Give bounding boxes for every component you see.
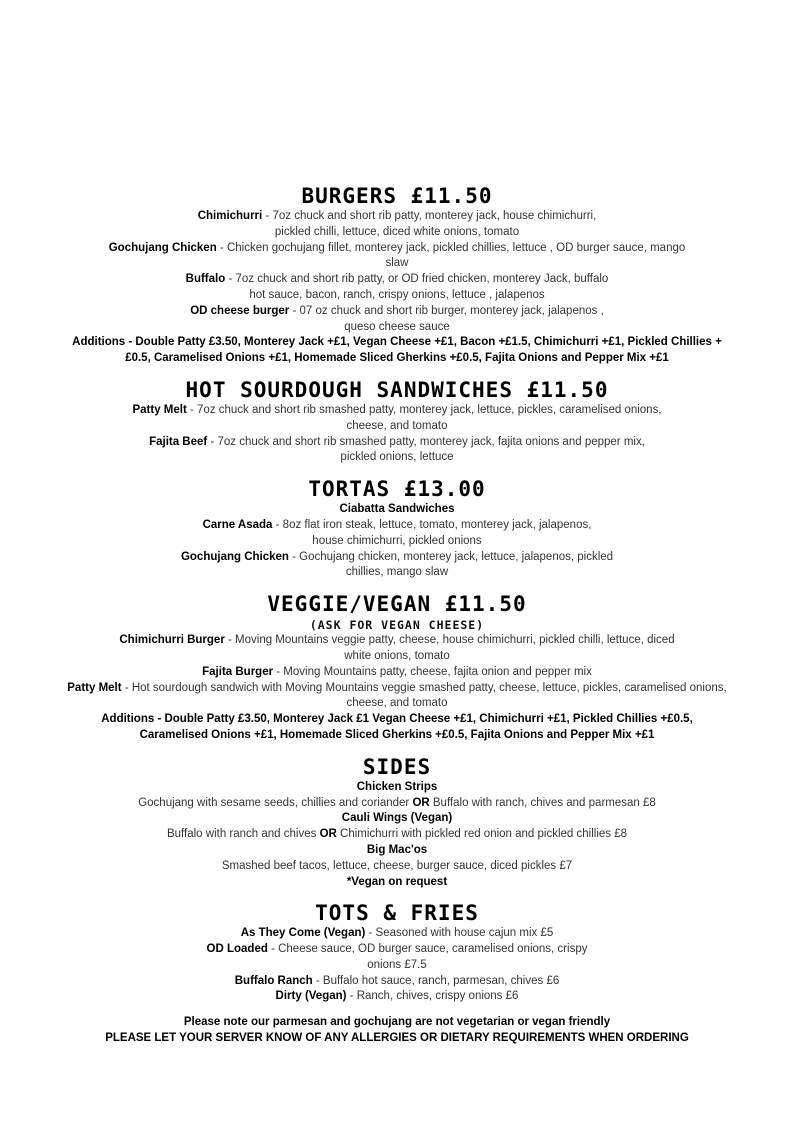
menu-item-line <box>0 989 794 1005</box>
item-desc-cont: hot sauce, bacon, ranch, crispy onions, lettuce , jalapenos <box>249 288 545 301</box>
item-desc: - 7oz chuck and short rib smashed patty, monterey jack, lettuce, pickles, caramelised onions, <box>186 403 662 416</box>
item-desc-cont: queso cheese sauce <box>344 320 450 333</box>
menu-item-line <box>0 926 794 942</box>
burgers-section <box>0 183 794 367</box>
item-desc: - 7oz chuck and short rib patty, or OD fried chicken, monterey Jack, buffalo <box>225 273 609 286</box>
desc-part: Gochujang with sesame seeds, chillies and coriander <box>138 796 413 809</box>
item-name: OD Loaded <box>206 943 268 956</box>
desc-part: Buffalo with ranch, chives and parmesan £8 <box>429 796 656 809</box>
tortas-heading: TORTAS £13.00 <box>308 477 486 502</box>
desc-part: Buffalo with ranch and chives <box>166 828 320 841</box>
item-name: Fajita Burger <box>202 665 274 678</box>
dietary-note: Please note our parmesan and gochujang are not vegetarian or vegan friendly <box>183 1016 611 1029</box>
tots-fries-heading: TOTS & FRIES <box>315 901 479 926</box>
item-name: Buffalo <box>185 273 226 286</box>
menu-item-line <box>0 209 794 225</box>
item-name: Patty Melt <box>132 403 187 416</box>
menu-item-line <box>0 633 794 649</box>
item-desc-cont: pickled onions, lettuce <box>340 451 454 464</box>
item-name: Fajita Beef <box>149 435 208 448</box>
menu-item-line <box>0 681 794 697</box>
item-name: Gochujang Chicken <box>108 241 217 254</box>
menu-item-line <box>0 518 794 534</box>
menu-item-line <box>0 304 794 320</box>
veggie-vegan-section <box>0 591 794 744</box>
item-desc: - Moving Mountains veggie patty, cheese, house chimichurri, pickled chilli, lettuce, diced <box>224 634 675 647</box>
veg-additions: Additions - Double Patty £3.50, Monterey Jack £1 Vegan Cheese +£1, Chimichurri +£1, Pickled Chillies +£0.5, <box>101 713 693 726</box>
tortas-section <box>0 476 794 581</box>
item-name: Gochujang Chicken <box>180 550 289 563</box>
item-desc-cont: slaw <box>385 257 409 270</box>
item-name: Chimichurri <box>197 210 263 222</box>
veggie-vegan-heading: VEGGIE/VEGAN £11.50 <box>267 592 527 617</box>
item-desc-cont: white onions, tomato <box>344 649 450 662</box>
item-desc-cont: chillies, mango slaw <box>345 566 449 579</box>
tots-fries-section <box>0 900 794 1005</box>
item-desc-cont: onions £7.5 <box>367 958 427 971</box>
item-desc: - Ranch, chives, crispy onions £6 <box>346 990 519 1003</box>
item-name: As They Come (Vegan) <box>240 927 366 940</box>
item-name: Carne Asada <box>202 518 273 531</box>
menu <box>0 183 794 1047</box>
item-desc-cont: cheese, and tomato <box>346 697 448 710</box>
item-desc: - Cheese sauce, OD burger sauce, caramelised onions, crispy <box>267 943 588 956</box>
menu-item-line <box>0 665 794 681</box>
vegan-note: *Vegan on request <box>346 875 448 888</box>
item-desc: - Chicken gochujang fillet, monterey jack, pickled chillies, lettuce , OD burger sauce, mango <box>216 241 686 254</box>
allergy-notice: PLEASE LET YOUR SERVER KNOW OF ANY ALLERGIES OR DIETARY REQUIREMENTS WHEN ORDERING <box>105 1032 689 1045</box>
menu-item-line <box>0 550 794 566</box>
item-desc: - Seasoned with house cajun mix £5 <box>365 927 554 940</box>
item-desc: - 8oz flat iron steak, lettuce, tomato, monterey jack, jalapenos, <box>272 518 592 531</box>
item-desc: - Moving Mountains patty, cheese, fajita onion and pepper mix <box>273 665 592 678</box>
item-name: Patty Melt <box>67 681 122 694</box>
sides-heading: SIDES <box>362 754 432 779</box>
menu-item-line <box>0 942 794 958</box>
item-desc: - Gochujang chicken, monterey jack, lettuce, jalapenos, pickled <box>288 550 614 563</box>
big-macos-title: Big Mac'os <box>366 843 428 856</box>
menu-item-line <box>0 435 794 451</box>
menu-item-line <box>0 272 794 288</box>
item-name: Dirty (Vegan) <box>275 990 347 1003</box>
item-desc: - 7oz chuck and short rib patty, monterey jack, house chimichurri, <box>262 210 597 222</box>
big-macos-desc: Smashed beef tacos, lettuce, cheese, burger sauce, diced pickles £7 <box>221 859 573 872</box>
desc-part: Chimichurri with pickled red onion and pickled chillies £8 <box>336 828 628 841</box>
cauli-wings-title: Cauli Wings (Vegan) <box>341 812 453 825</box>
menu-item-line <box>0 403 794 419</box>
tortas-subtitle: Ciabatta Sandwiches <box>339 503 455 516</box>
item-desc-cont: cheese, and tomato <box>346 419 448 432</box>
menu-item-line <box>0 974 794 990</box>
veggie-vegan-subheading: (ASK FOR VEGAN CHEESE) <box>309 618 485 633</box>
footer <box>0 1015 794 1047</box>
item-desc-cont: house chimichurri, pickled onions <box>312 534 482 547</box>
or-label: OR <box>412 796 430 809</box>
hot-sandwiches-section <box>0 377 794 466</box>
chicken-strips-title: Chicken Strips <box>356 780 438 793</box>
item-desc: - Hot sourdough sandwich with Moving Mountains veggie smashed patty, cheese, lettuce, pickles, caramelised onions, <box>121 681 727 694</box>
menu-item-line <box>0 241 794 257</box>
item-desc: - Buffalo hot sauce, ranch, parmesan, chives £6 <box>312 974 560 987</box>
item-name: Buffalo Ranch <box>234 974 313 987</box>
item-desc-cont: pickled chilli, lettuce, diced white onions, tomato <box>274 225 520 238</box>
sides-section <box>0 754 794 891</box>
or-label: OR <box>319 828 337 841</box>
item-desc: - 7oz chuck and short rib smashed patty, monterey jack, fajita onions and pepper mix, <box>207 435 645 448</box>
burgers-additions-cont: £0.5, Caramelised Onions +£1, Homemade Sliced Gherkins +£0.5, Fajita Onions and Pepper Mix +£1 <box>125 352 669 365</box>
chicken-strips-desc <box>0 796 794 812</box>
veg-additions-cont: Caramelised Onions +£1, Homemade Sliced Gherkins +£0.5, Fajita Onions and Pepper Mix +£1 <box>139 728 655 741</box>
cauli-wings-desc <box>0 827 794 843</box>
item-name: OD cheese burger <box>190 304 290 317</box>
burgers-additions: Additions - Double Patty £3.50, Monterey Jack +£1, Vegan Cheese +£1, Bacon +£1.5, Chimichurri +£1, Pickled Chillies + <box>72 336 722 349</box>
item-desc: - 07 oz chuck and short rib burger, monterey jack, jalapenos , <box>289 304 604 317</box>
burgers-heading: BURGERS £11.50 <box>301 184 493 208</box>
hot-sandwiches-heading: HOT SOURDOUGH SANDWICHES £11.50 <box>185 377 609 402</box>
item-name: Chimichurri Burger <box>119 634 225 647</box>
